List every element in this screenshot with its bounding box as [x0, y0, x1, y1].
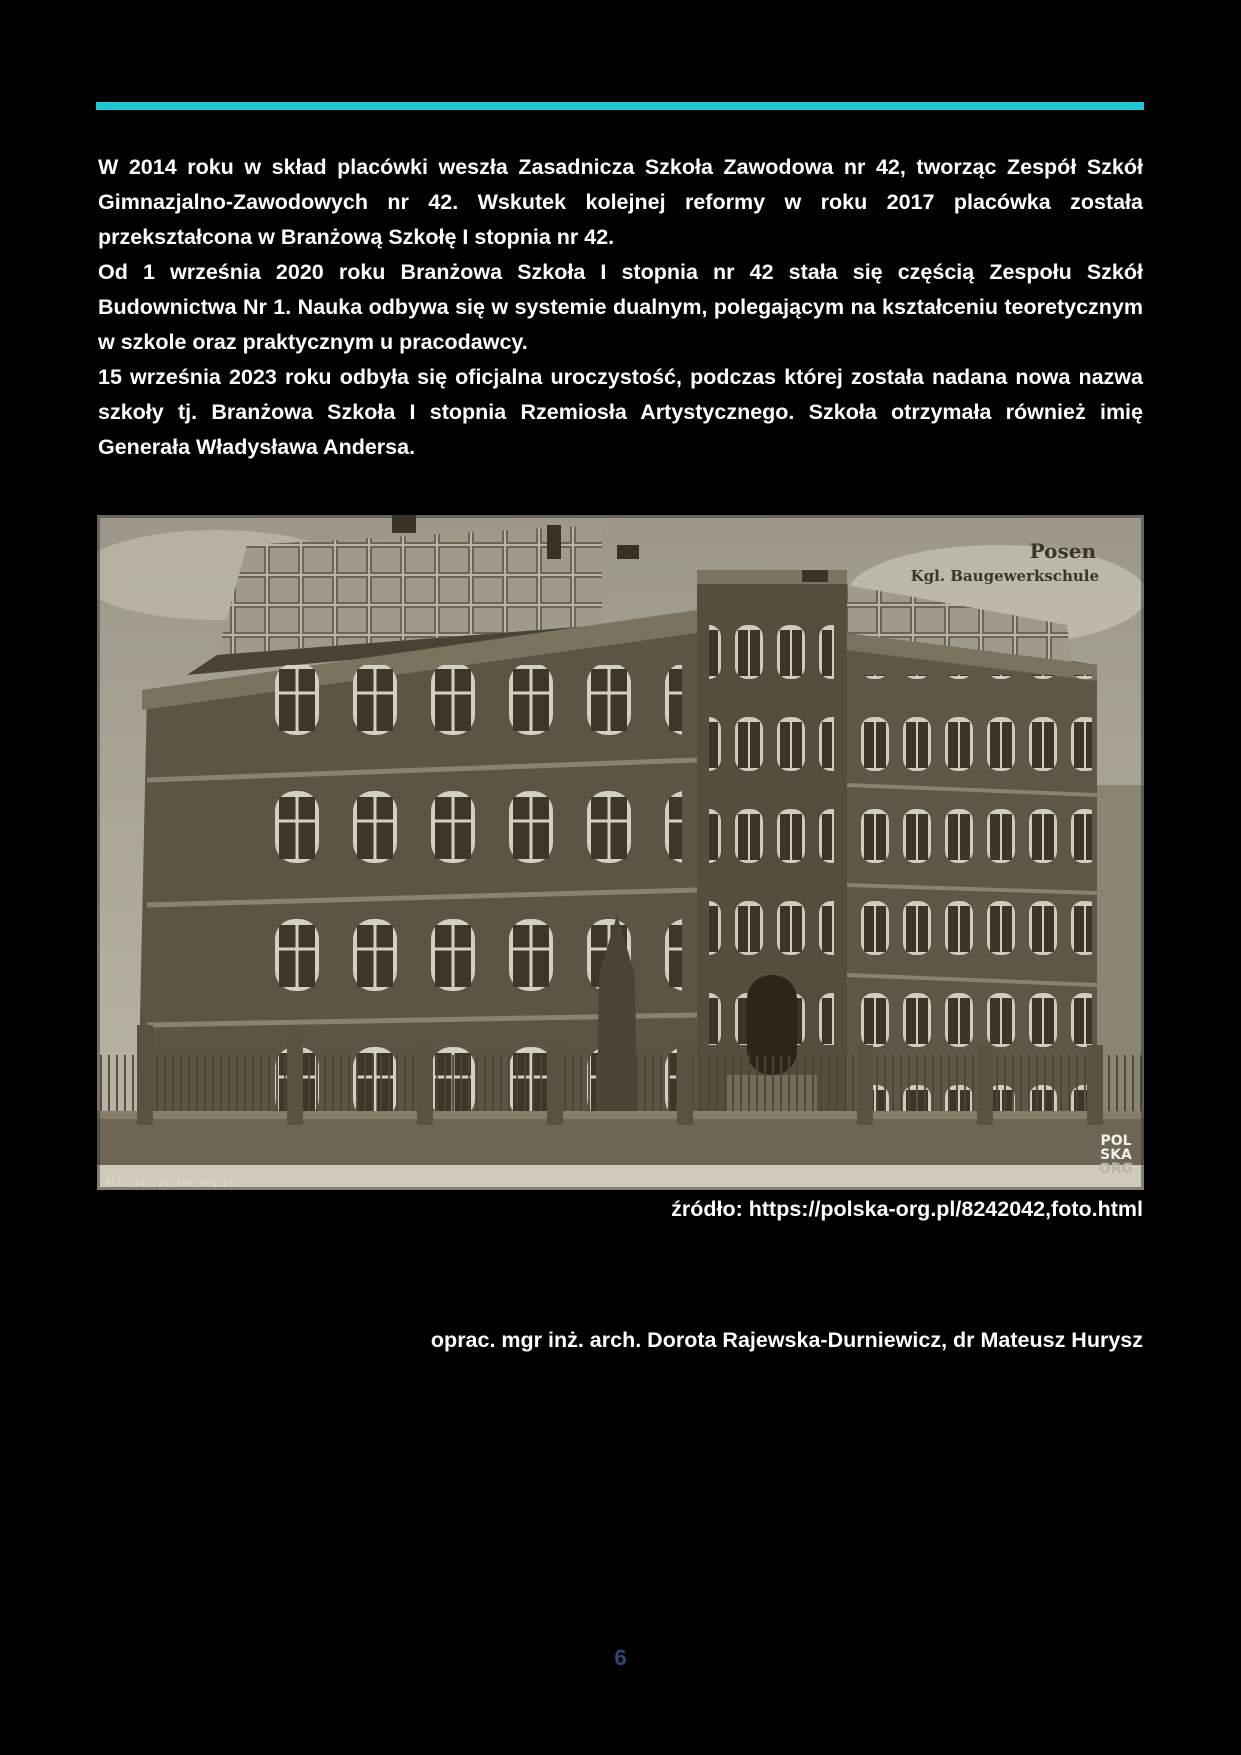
historic-school-photo	[97, 515, 1144, 1190]
logo-line-2: SKA	[1100, 1147, 1132, 1163]
photo-credit-stamp: Alistair polska-org.pl	[105, 1178, 236, 1188]
building-illustration	[97, 515, 1144, 1190]
logo-line-1: POL	[1100, 1133, 1132, 1149]
paragraph-2023: 15 września 2023 roku odbyła się oficjalna uroczystość, podczas której została nadana nowa nazwa szkoły tj. Branżowa Szkoła I stopnia Rzemiosła Artystycznego. Szkoła otrzymała również imię Generała Władysława Andersa.	[98, 365, 1143, 459]
photo-source-caption: źródło: https://polska-org.pl/8242042,foto.html	[671, 1197, 1143, 1221]
paragraph-2014: W 2014 roku w skład placówki weszła Zasadnicza Szkoła Zawodowa nr 42, tworząc Zespół Szkół Gimnazjalno-Zawodowych nr 42. Wskutek kolejnej reformy w roku 2017 placówka została przekształcona w Branżową Szkołę I stopnia nr 42.	[98, 155, 1143, 249]
top-accent-rule	[96, 102, 1144, 110]
polska-org-logo	[1094, 1134, 1138, 1176]
body-text	[98, 150, 1143, 465]
paragraph-2020: Od 1 września 2020 roku Branżowa Szkoła I stopnia nr 42 stała się częścią Zespołu Szkół Budownictwa Nr 1. Nauka odbywa się w systemie dualnym, polegającym na kształceniu teoretycznym w szkole oraz praktycznym u pracodawcy.	[98, 260, 1143, 354]
page-number: 6	[614, 1645, 627, 1670]
authors-credit: oprac. mgr inż. arch. Dorota Rajewska-Durniewicz, dr Mateusz Hurysz	[430, 1328, 1143, 1352]
photo-caption-posen: Posen	[1029, 539, 1096, 563]
photo-caption-school: Kgl. Baugewerkschule	[910, 567, 1099, 585]
logo-line-3: ORG	[1098, 1161, 1134, 1177]
